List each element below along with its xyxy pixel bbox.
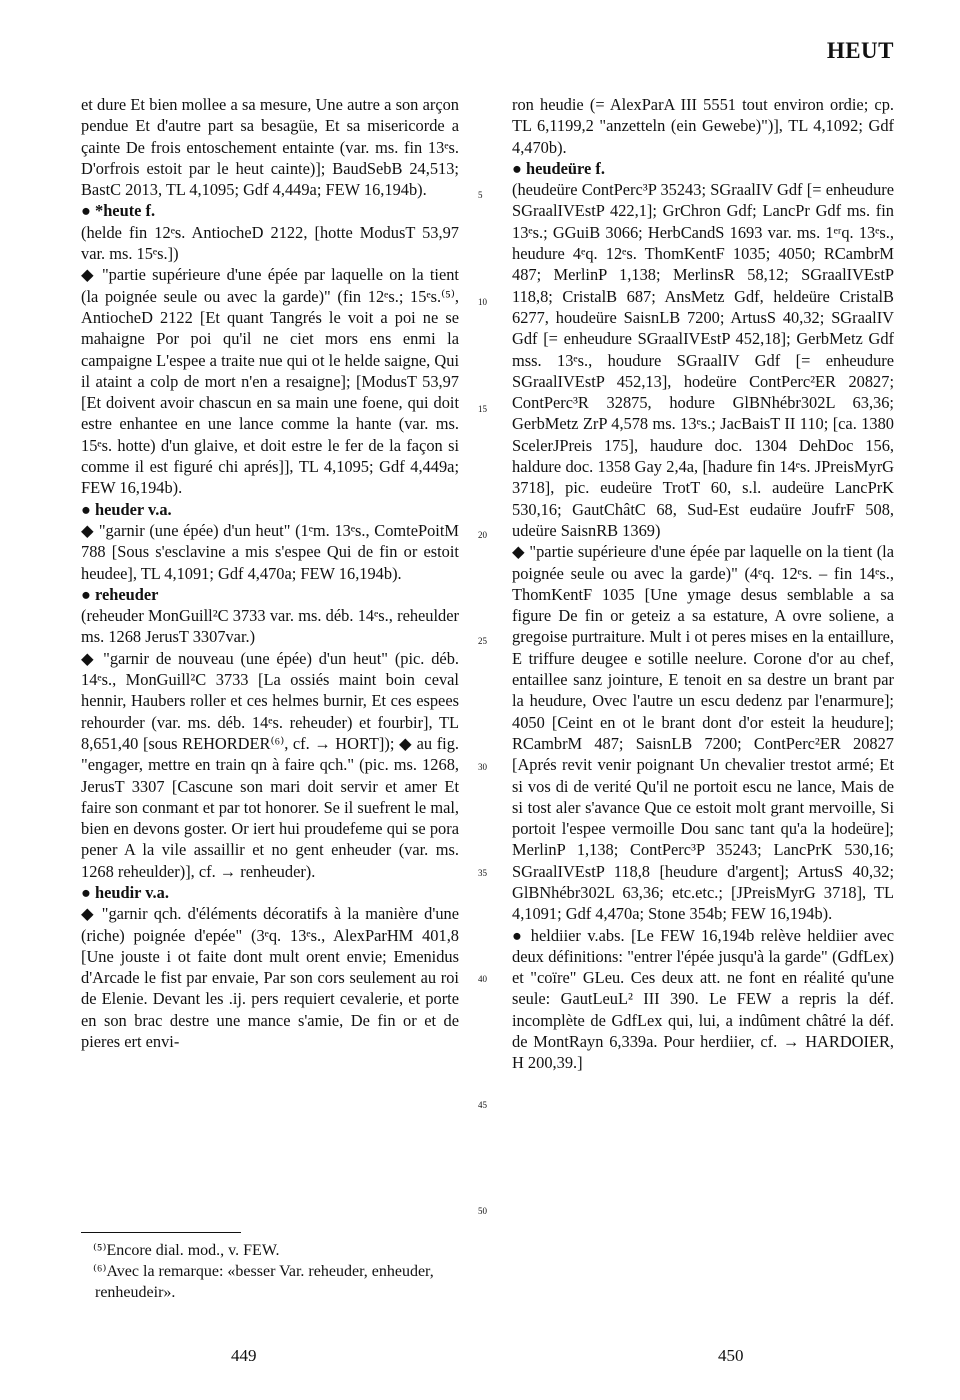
- line-number: 5: [478, 190, 483, 200]
- right-column: [512, 94, 894, 1074]
- entry-definition: ◆ "garnir qch. d'éléments décoratifs à la manière d'une (riche) poignée d'epée" (3ᵉq. 13ᵉs., AlexParHM 401,8 [Une jouste i ot faite dont mult orent envie; Emenidus d'Arcade le fist par envaie, Par son cors seulement au roi de Elenie. Devant les .ij. pers requiert cevalerie, et porte en son brac destre une mance s'amie, De fin or et de pieres ert envi-: [81, 904, 459, 1052]
- page-number-right: 450: [718, 1346, 744, 1365]
- entry-text: ron heudie (= AlexParA III 5551 tout environ ordie; cp. TL 6,1199,2 "anzetteln (ein Gewebe)")], TL 4,1092; Gdf 4,470b).: [512, 95, 894, 157]
- entry-definition: ◆ "garnir de nouveau (une épée) d'un heut" (pic. déb. 14ᵉs., MonGuill²C 3733 [La ossiés maint boin ceval hennir, Haubers roller et ces helmes burnir, Et ces espees rehourder (var. ms. déb. 14ᵉs. reheuder) et fourbir], TL 8,651,40 [sous REHORDER⁽⁶⁾, cf. → HORT]); ◆ au fig. "engager, mettre en train qn à faire qch." (pic. ms. 1268, JerusT 3307 [Cascune son mari doit servir et amer Et faire son conmant et par tot honorer. Se il suefrent le mal, bien en devons goster. Or iert hui proudefeme qui se pora pener A la vile assaillir et no gent enheuder (var. ms. 1268 reheulder)], cf. → renheuder).: [81, 648, 459, 881]
- line-number: 20: [478, 530, 487, 540]
- footnote-rule: [81, 1232, 241, 1233]
- entry-text: et dure Et bien mollee a sa mesure, Une autre a son arçon pendue Et d'autre part sa besagüe, Et sa misericorde a çainte De frois entoschement entainte (var. ms. fin 13ᵉs. D'orfrois estoit par le heut cainte)]; BaudSebB 24,513; BastC 2013, TL 4,1095; Gdf 4,449a; FEW 16,194b).: [81, 95, 459, 200]
- headword-heudeure: ● heudeüre f.: [512, 158, 605, 178]
- headword-heldiier: ● heldiier v.abs. [Le FEW 16,194b relève heldiier avec deux définitions: "entrer l'épée jusqu'à la garde" (GdfLex) et "coïre" GLeu. Ces deux att. ne font en réalité qu'une seule: GautLeuL² III 390. Le FEW a repris la déf. incomplète de GdfLex qui, lui, a indûment châtré la déf. de MontRayn 6,339a. Pour herdiier, cf. → HARDOIER, H 200,39.]: [512, 925, 894, 1073]
- line-number: 30: [478, 762, 487, 772]
- footnotes: [81, 1240, 459, 1303]
- entry-forms: (heudeüre ContPerc³P 35243; SGraalIV Gdf [= enheudure SGraalIVEstP 422,1]; GrChron Gdf; LancPr Gdf ms. fin 13ᵉs.; GGuiB 3066; HerbCandS 1693 var. ms. 1ᵉʳq. 13ᵉs., heudure 4ᵉq. 12ᵉs. ThomKentF 1035; 4050; RCambrM 487; MerlinP 1,138; MerlinsR 58,12; SGraalIVEstP 118,8; CristalB 687; AnsMetz Gdf, heldeüre CristalB 6277, houdeüre SaisnLB 7200; ArtusS 40,32; SGraalIV Gdf [= enheudure SGraalIVEstP 452,18]; GerbMetz Gdf mss. 13ᵉs., houdure SGraalIV Gdf [= enheudure SGraalIVEstP 452,13], hodeüre ContPerc²ER 20827; ContPerc³R 32875, hodure GlBNhébr302L 63,36; GerbMetz ZrP 4,578 ms. 13ᵉs.; JacBaisT II 110; [ca. 1380 ScelerJPreis 175], haudure doc. 1304 DehDoc 156, haldure doc. 1358 Gay 2,4a, [hadure fin 14ᵉs. JPreisMyrG 3718], pic. eudeüre TrotT 60, s.l. audeüre LancPrK 530,16; GautChâtC 68, Sud-Est eudaüre JoufrF 508, udeüre SaisnRB 1369): [512, 180, 894, 540]
- left-column: [81, 94, 459, 1052]
- entry-forms: (helde fin 12ᵉs. AntiocheD 2122, [hotte ModusT 53,97 var. ms. 15ᵉs.]): [81, 222, 459, 264]
- line-number: 40: [478, 974, 487, 984]
- headword-heudir: ● heudir v.a.: [81, 882, 169, 902]
- entry-definition: ◆ "partie supérieure d'une épée par laquelle on la tient (la poignée seule ou avec la garde)" (fin 12ᵉs.; 15ᵉs.⁽⁵⁾, AntiocheD 2122 [Et quant Tangrés le voit a poi ne se mahaigne Por poi qu'il ne ciet mors ens enmi la campaigne L'espee a traite nue qui ot le helde saigne, Qui il ataint a colp de mort n'en a resaigne]; [ModusT 53,97 [Et doivent avoir chascun en sa main une foene, qui doit estre enhantee en une lance comme la hante (var. ms. 15ᵉs. hotte) d'un glaive, et doit estre le fer de la façon si comme il est figuré chi aprés]], TL 4,1095; Gdf 4,449a; FEW 16,194b).: [81, 265, 459, 498]
- line-number: 25: [478, 636, 487, 646]
- footnote-5: ⁽⁵⁾Encore dial. mod., v. FEW.: [93, 1242, 280, 1259]
- headword-heute: ● *heute f.: [81, 201, 156, 221]
- running-headword: HEUT: [826, 38, 894, 63]
- entry-forms: (reheuder MonGuill²C 3733 var. ms. déb. 14ᵉs., reheulder ms. 1268 JerusT 3307var.): [81, 606, 459, 647]
- entry-definition: ◆ "partie supérieure d'une épée par laquelle on la tient (la poignée seule ou avec la garde)" (4ᵉq. 12ᵉs. – fin 14ᵉs., ThomKentF 1035 [Une ymage desus semblable a sa figure De fin or geteiz a sa estature, A ovre soliene, a gregoise purtraiture. Mult i ot peres mises en la entaillure, E triffure deugee e sotille neelure. Corone d'or au chef, entaillee sanz jointure, E tenoit en sa destre un brant par la heudure, Ovec l'autre un escu dedenz par l'enarmure]; 4050 [Ceint en ot le brant dont d'or esteit la heudure]; RCambrM 487; SaisnLB 7200; ContPerc²ER 20827 [Aprés revit venir poignant Un chevalier trestot armé; Et si vos di de verité Qu'il ne portoit escu ne lance, Mais de si tost aler s'avance Que ce estoit molt grant mervoille, Si portoit l'espee vermoille Dou sanc tant qu'a la hodeüre]; MerlinP 1,138; ContPerc³P 35243; LancPrK 530,16; SGraalIVEstP 118,8 [heudure d'argent]; ArtusS 40,32; GlBNhébr302L 63,36; etc.etc.; [JPreisMyrG 3718], TL 4,1091; Gdf 4,470a; Stone 354b; FEW 16,194b).: [512, 542, 894, 924]
- line-number: 15: [478, 404, 487, 414]
- page-number-left: 449: [231, 1346, 257, 1365]
- footnote-6: ⁽⁶⁾Avec la remarque: «besser Var. reheuder, enheuder, renheudeir».: [93, 1263, 434, 1301]
- line-number: 35: [478, 868, 487, 878]
- entry-definition: ◆ "garnir (une épée) d'un heut" (1ᵉm. 13ᵉs., ComtePoitM 788 [Sous s'esclavine a mis s'espee Qui de fin or estoit heudee], TL 4,1091; Gdf 4,470a; FEW 16,194b).: [81, 520, 459, 583]
- line-number: 10: [478, 297, 487, 307]
- line-number: 50: [478, 1206, 487, 1216]
- headword-heuder: ● heuder v.a.: [81, 499, 172, 519]
- line-number: 45: [478, 1100, 487, 1110]
- headword-reheuder: ● reheuder: [81, 584, 159, 604]
